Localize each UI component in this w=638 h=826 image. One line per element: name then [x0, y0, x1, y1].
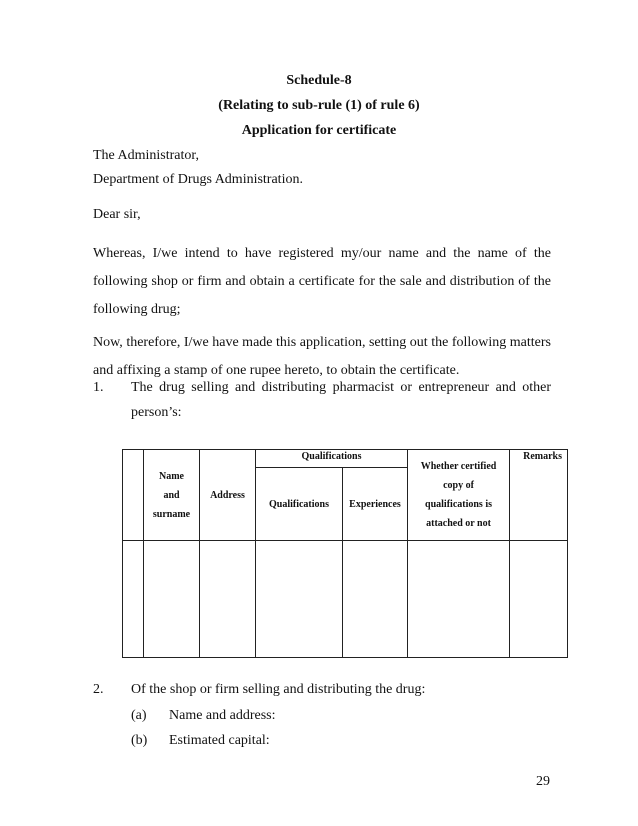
experiences-subheader-cell: [343, 468, 408, 541]
name-header-cell: [144, 450, 200, 541]
experiences-subheader-label: Experiences: [349, 498, 401, 510]
address-header-label: Address: [210, 489, 245, 501]
table-body-cell: [144, 541, 200, 658]
addressee-line-2: Department of Drugs Administration.: [93, 172, 303, 187]
page-number: 29: [536, 774, 550, 789]
certified-header-cell: [408, 450, 510, 541]
certified-header-line: copy of: [443, 480, 474, 491]
table-body-cell: [123, 541, 144, 658]
address-header-cell: [200, 450, 256, 541]
item-2a-text: Name and address:: [169, 708, 276, 723]
paragraph-now-therefore: Now, therefore, I/we have made this application, setting out the following matters and affixing a stamp of one rupee hereto, to obtain the certificate.: [93, 335, 551, 378]
qualifications-subheader-cell: [256, 468, 343, 541]
remarks-header-label: Remarks: [523, 451, 563, 462]
serial-header-cell: [123, 450, 144, 541]
item-1-text-line-2: person’s:: [131, 405, 182, 420]
remarks-header-cell: [510, 450, 568, 541]
salutation: Dear sir,: [93, 207, 141, 222]
name-header-line: and: [163, 489, 180, 501]
addressee-line-1: The Administrator,: [93, 148, 199, 163]
item-2-number: 2.: [93, 682, 104, 697]
item-1-number: 1.: [93, 380, 104, 395]
name-header-line: surname: [152, 508, 191, 520]
application-title: Application for certificate: [241, 123, 397, 138]
qualifications-subheader-label: Qualifications: [268, 498, 329, 510]
item-2a-label: (a): [131, 708, 147, 723]
certified-header-line: attached or not: [426, 518, 491, 529]
item-1-text-line-1: The drug selling and distributing pharmacist or entrepreneur and other: [131, 380, 551, 395]
table-body-cell: [256, 541, 343, 658]
table-body-cell: [510, 541, 568, 658]
table-body-cell: [343, 541, 408, 658]
table-body-cell: [408, 541, 510, 658]
certified-header-line: Whether certified: [420, 461, 497, 472]
table-body-cell: [200, 541, 256, 658]
item-2b-text: Estimated capital:: [169, 733, 270, 748]
qualifications-group-header: [256, 450, 408, 468]
item-2b-label: (b): [131, 733, 148, 748]
item-2-text: Of the shop or firm selling and distributing the drug:: [131, 682, 426, 697]
schedule-heading: Schedule-8: [286, 73, 352, 88]
persons-table: [122, 449, 568, 658]
certified-header-line: qualifications is: [425, 499, 492, 510]
relating-subheading: (Relating to sub-rule (1) of rule 6): [218, 98, 420, 113]
name-header-line: Name: [159, 470, 184, 482]
qualifications-group-label: Qualifications: [301, 451, 362, 462]
paragraph-whereas: Whereas, I/we intend to have registered my/our name and the name of the following shop or firm and obtain a certificate for the sale and distribution of the following drug;: [93, 246, 551, 317]
